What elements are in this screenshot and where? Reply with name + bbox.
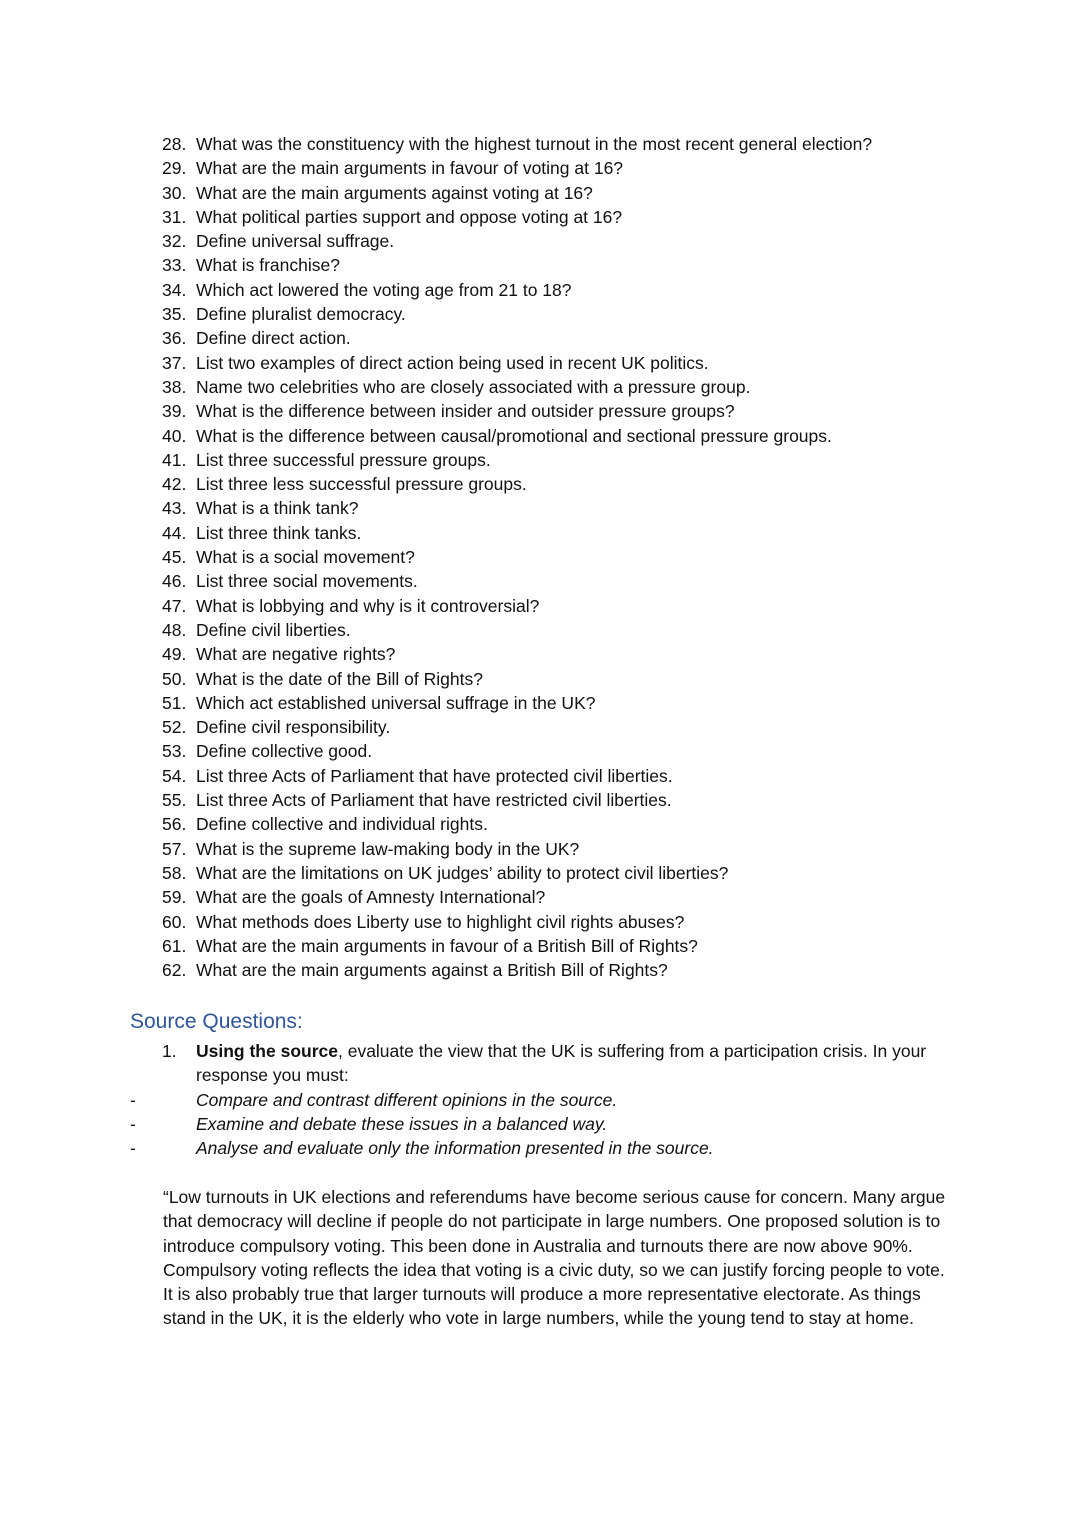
question-number: 61. xyxy=(162,935,187,956)
question-number: 32. xyxy=(162,231,187,252)
question-number: 54. xyxy=(162,765,187,786)
instruction-text: Examine and debate these issues in a balanced way. xyxy=(196,1113,608,1134)
question-item xyxy=(162,253,1032,277)
source-question-rest: , evaluate the view that the UK is suffering from a participation crisis. In your response you must: xyxy=(196,1041,927,1086)
section-heading: Source Questions: xyxy=(130,1010,303,1033)
question-text: What is the supreme law-making body in the UK? xyxy=(196,838,580,859)
question-item xyxy=(162,618,1032,642)
question-number: 29. xyxy=(162,158,187,179)
question-item xyxy=(162,132,1032,156)
question-text: Define collective and individual rights. xyxy=(196,814,488,835)
question-text: Which act established universal suffrage in the UK? xyxy=(196,692,596,713)
question-text: What is the difference between insider and outsider pressure groups? xyxy=(196,401,735,422)
question-item xyxy=(162,156,1032,180)
question-text: What is a social movement? xyxy=(196,547,415,568)
question-item xyxy=(162,521,1032,545)
question-number: 38. xyxy=(162,376,187,397)
question-item xyxy=(162,326,1032,350)
question-number: 48. xyxy=(162,619,187,640)
question-number: 62. xyxy=(162,960,187,981)
question-number: 50. xyxy=(162,668,187,689)
bullet-dash: - xyxy=(130,1113,136,1134)
question-number: 53. xyxy=(162,741,187,762)
question-text: Define pluralist democracy. xyxy=(196,304,406,325)
question-text: What methods does Liberty use to highlight civil rights abuses? xyxy=(196,911,685,932)
question-number: 36. xyxy=(162,328,187,349)
question-text: What are the main arguments in favour of a British Bill of Rights? xyxy=(196,935,698,956)
question-item xyxy=(162,788,1032,812)
question-item xyxy=(162,545,1032,569)
question-number: 40. xyxy=(162,425,187,446)
question-number: 41. xyxy=(162,449,187,470)
question-number: 47. xyxy=(162,595,187,616)
source-question-text xyxy=(196,1039,952,1088)
question-item xyxy=(162,472,1032,496)
question-text: What are the main arguments in favour of voting at 16? xyxy=(196,158,624,179)
question-text: List three think tanks. xyxy=(196,522,362,543)
question-item xyxy=(162,812,1032,836)
question-text: What is lobbying and why is it controversial? xyxy=(196,595,540,616)
question-item xyxy=(162,448,1032,472)
question-number: 28. xyxy=(162,134,187,154)
question-item xyxy=(162,594,1032,618)
source-quote: “Low turnouts in UK elections and referendums have become serious cause for concern. Many argue that democracy will decline if people do not participate in large numbers. One proposed solution is to introduce compulsory voting. This been done in Australia and turnouts there are now above 90%. Compulsory voting reflects the idea that voting is a civic duty, so we can justify forcing people to vote. It is also probably true that larger turnouts will produce a more representative electorate. As things stand in the UK, it is the elderly who vote in large numbers, while the young tend to stay at home. xyxy=(163,1187,946,1329)
question-number: 56. xyxy=(162,814,187,835)
question-item xyxy=(162,934,1032,958)
question-number: 58. xyxy=(162,862,187,883)
question-number: 51. xyxy=(162,692,187,713)
question-number: 39. xyxy=(162,401,187,422)
question-text: Name two celebrities who are closely associated with a pressure group. xyxy=(196,376,751,397)
question-number: 46. xyxy=(162,571,187,592)
question-text: List two examples of direct action being used in recent UK politics. xyxy=(196,352,709,373)
question-text: What is the date of the Bill of Rights? xyxy=(196,668,483,689)
question-text: Define direct action. xyxy=(196,328,351,349)
question-item xyxy=(162,764,1032,788)
question-item xyxy=(162,496,1032,520)
question-text: List three Acts of Parliament that have protected civil liberties. xyxy=(196,765,673,786)
question-text: What are the main arguments against a British Bill of Rights? xyxy=(196,960,668,981)
question-list xyxy=(162,132,1032,982)
question-text: What are negative rights? xyxy=(196,644,396,665)
question-item xyxy=(162,691,1032,715)
question-text: What are the limitations on UK judges’ ability to protect civil liberties? xyxy=(196,862,729,883)
question-number: 37. xyxy=(162,352,187,373)
question-number: 33. xyxy=(162,255,187,276)
question-number: 55. xyxy=(162,790,187,811)
question-item xyxy=(162,739,1032,763)
question-item xyxy=(162,642,1032,666)
question-item xyxy=(162,399,1032,423)
question-item xyxy=(162,861,1032,885)
question-text: Define civil liberties. xyxy=(196,619,351,640)
instruction-item xyxy=(130,1088,952,1112)
question-number: 35. xyxy=(162,304,187,325)
bullet-dash: - xyxy=(130,1089,136,1110)
question-item xyxy=(162,205,1032,229)
question-text: What are the goals of Amnesty International? xyxy=(196,887,546,908)
instruction-text: Compare and contrast different opinions in the source. xyxy=(196,1089,618,1110)
instruction-text: Analyse and evaluate only the information presented in the source. xyxy=(196,1138,714,1159)
question-item xyxy=(162,837,1032,861)
question-number: 31. xyxy=(162,206,187,227)
source-question-item xyxy=(162,1039,952,1088)
question-text: List three successful pressure groups. xyxy=(196,449,491,470)
question-number: 44. xyxy=(162,522,187,543)
question-number: 43. xyxy=(162,498,187,519)
question-text: List three less successful pressure groups. xyxy=(196,474,527,495)
question-text: Define civil responsibility. xyxy=(196,717,391,738)
instruction-item xyxy=(130,1136,952,1160)
question-number: 42. xyxy=(162,474,187,495)
question-item xyxy=(162,910,1032,934)
question-item xyxy=(162,424,1032,448)
question-text: What was the constituency with the highest turnout in the most recent general election? xyxy=(196,134,873,154)
question-number: 49. xyxy=(162,644,187,665)
question-text: What is a think tank? xyxy=(196,498,359,519)
question-text: List three Acts of Parliament that have restricted civil liberties. xyxy=(196,790,672,811)
instruction-item xyxy=(130,1112,952,1136)
question-item xyxy=(162,229,1032,253)
question-item xyxy=(162,181,1032,205)
question-text: Define collective good. xyxy=(196,741,373,762)
question-number: 60. xyxy=(162,911,187,932)
question-number: 45. xyxy=(162,547,187,568)
question-number: 52. xyxy=(162,717,187,738)
source-question-lead: Using the source xyxy=(196,1041,338,1061)
question-text: Define universal suffrage. xyxy=(196,231,395,252)
question-item xyxy=(162,958,1032,982)
question-item xyxy=(162,569,1032,593)
bullet-dash: - xyxy=(130,1138,136,1159)
question-number: 59. xyxy=(162,887,187,908)
question-item xyxy=(162,667,1032,691)
question-text: What is franchise? xyxy=(196,255,340,276)
question-text: List three social movements. xyxy=(196,571,418,592)
question-item xyxy=(162,375,1032,399)
question-text: What political parties support and oppose voting at 16? xyxy=(196,206,623,227)
question-text: What is the difference between causal/promotional and sectional pressure groups. xyxy=(196,425,832,446)
question-number: 34. xyxy=(162,279,187,300)
source-question-number: 1. xyxy=(162,1041,177,1061)
question-item xyxy=(162,278,1032,302)
question-item xyxy=(162,302,1032,326)
question-text: What are the main arguments against voting at 16? xyxy=(196,182,593,203)
question-text: Which act lowered the voting age from 21 to 18? xyxy=(196,279,572,300)
question-item xyxy=(162,715,1032,739)
question-number: 57. xyxy=(162,838,187,859)
source-question xyxy=(130,1039,952,1160)
question-item xyxy=(162,885,1032,909)
instruction-list xyxy=(130,1088,952,1161)
question-number: 30. xyxy=(162,182,187,203)
question-item xyxy=(162,351,1032,375)
